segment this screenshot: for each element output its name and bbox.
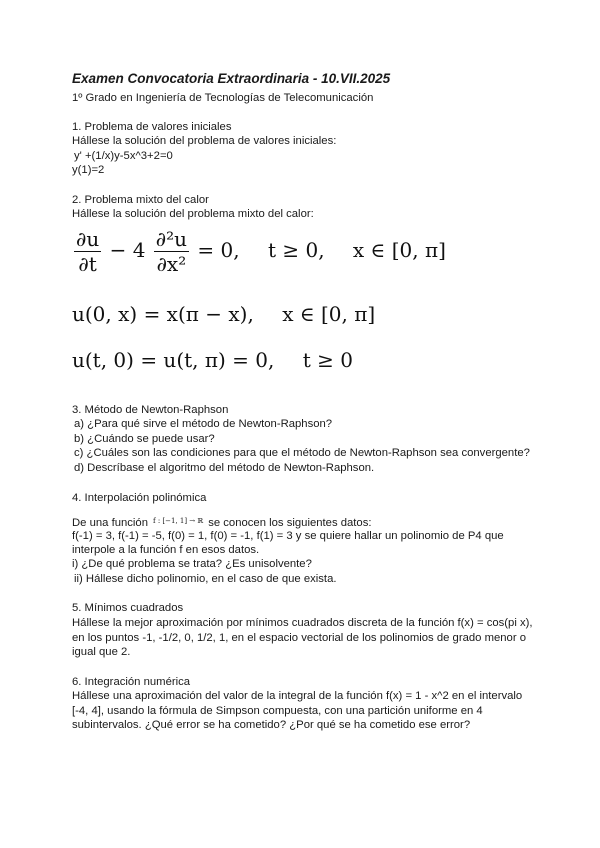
heat-equation xyxy=(72,228,446,275)
fraction-denominator: ∂t xyxy=(78,252,97,276)
q5-line-1: Hállese la mejor aproximación por mínimos cuadrados discreta de la función f(x) = cos(pi x), xyxy=(72,617,533,629)
q1-heading: 1. Problema de valores iniciales xyxy=(72,121,232,133)
q1-statement: Hállese la solución del problema de valores iniciales: xyxy=(72,135,337,147)
exam-title: Examen Convocatoria Extraordinaria - 10.VII.2025 xyxy=(72,71,391,86)
fraction-numerator: ∂²u xyxy=(155,227,188,251)
fraction-denominator: ∂x² xyxy=(156,252,187,276)
initial-condition: u(0, x) = x(π − x), xyxy=(72,302,254,326)
q6-line-3: subintervalos. ¿Qué error se ha cometido? ¿Por qué se ha cometido ese error? xyxy=(72,719,471,731)
q5-line-3: igual que 2. xyxy=(72,646,131,658)
boundary-condition-domain: t ≥ 0 xyxy=(302,348,353,372)
q1-equation: y' +(1/x)y-5x^3+2=0 xyxy=(74,150,173,162)
q4-intro xyxy=(72,514,372,530)
q6-line-2: [-4, 4], usando la fórmula de Simpson compuesta, con una partición uniforme en 4 xyxy=(72,705,483,717)
boundary-condition-equation xyxy=(72,348,353,372)
q3-item-d: d) Descríbase el algoritmo del método de Newton-Raphson. xyxy=(74,462,375,474)
q1-condition: y(1)=2 xyxy=(72,164,105,176)
q5-heading: 5. Mínimos cuadrados xyxy=(72,602,184,614)
du-dt-fraction xyxy=(74,228,101,275)
q3-item-b: b) ¿Cuándo se puede usar? xyxy=(74,433,215,445)
initial-condition-domain: x ∈ [0, π] xyxy=(282,302,376,326)
q2-heading: 2. Problema mixto del calor xyxy=(72,194,209,206)
time-condition: t ≥ 0, xyxy=(267,238,325,262)
boundary-condition: u(t, 0) = u(t, π) = 0, xyxy=(72,348,275,372)
function-signature: f : [−1, 1] → ℝ xyxy=(153,517,204,525)
q5-line-2: en los puntos -1, -1/2, 0, 1/2, 1, en el espacio vectorial de los polinomios de grado menor o xyxy=(72,632,527,644)
initial-condition-equation xyxy=(72,302,375,326)
q3-heading: 3. Método de Newton-Raphson xyxy=(72,404,229,416)
q4-data: f(-1) = 3, f(-1) = -5, f(0) = 1, f(0) = -1, f(1) = 3 y se quiere hallar un polinomio de P4 que xyxy=(72,530,504,542)
d2u-dx2-fraction xyxy=(154,228,189,275)
q4-item-i: i) ¿De qué problema se trata? ¿Es unisolvente? xyxy=(72,558,312,570)
minus-coefficient: − 4 xyxy=(109,238,146,262)
q4-item-ii: ii) Hállese dicho polinomio, en el caso de que exista. xyxy=(74,573,337,585)
q4-heading: 4. Interpolación polinómica xyxy=(72,492,207,504)
space-condition: x ∈ [0, π] xyxy=(352,238,446,262)
exam-subtitle: 1º Grado en Ingeniería de Tecnologías de Telecomunicación xyxy=(72,92,374,104)
q2-statement: Hállese la solución del problema mixto del calor: xyxy=(72,208,314,220)
fraction-numerator: ∂u xyxy=(76,227,100,251)
q3-item-a: a) ¿Para qué sirve el método de Newton-Raphson? xyxy=(74,418,333,430)
q6-heading: 6. Integración numérica xyxy=(72,676,191,688)
q4-intro-pre: De una función xyxy=(72,517,148,529)
equation-rhs: = 0, xyxy=(197,238,240,262)
q4-data-cont: interpole a la función f en esos datos. xyxy=(72,544,260,556)
q3-item-c: c) ¿Cuáles son las condiciones para que el método de Newton-Raphson sea convergente? xyxy=(74,447,530,459)
q4-intro-post: se conocen los siguientes datos: xyxy=(208,517,372,529)
q6-line-1: Hállese una aproximación del valor de la integral de la función f(x) = 1 - x^2 en el intervalo xyxy=(72,690,523,702)
